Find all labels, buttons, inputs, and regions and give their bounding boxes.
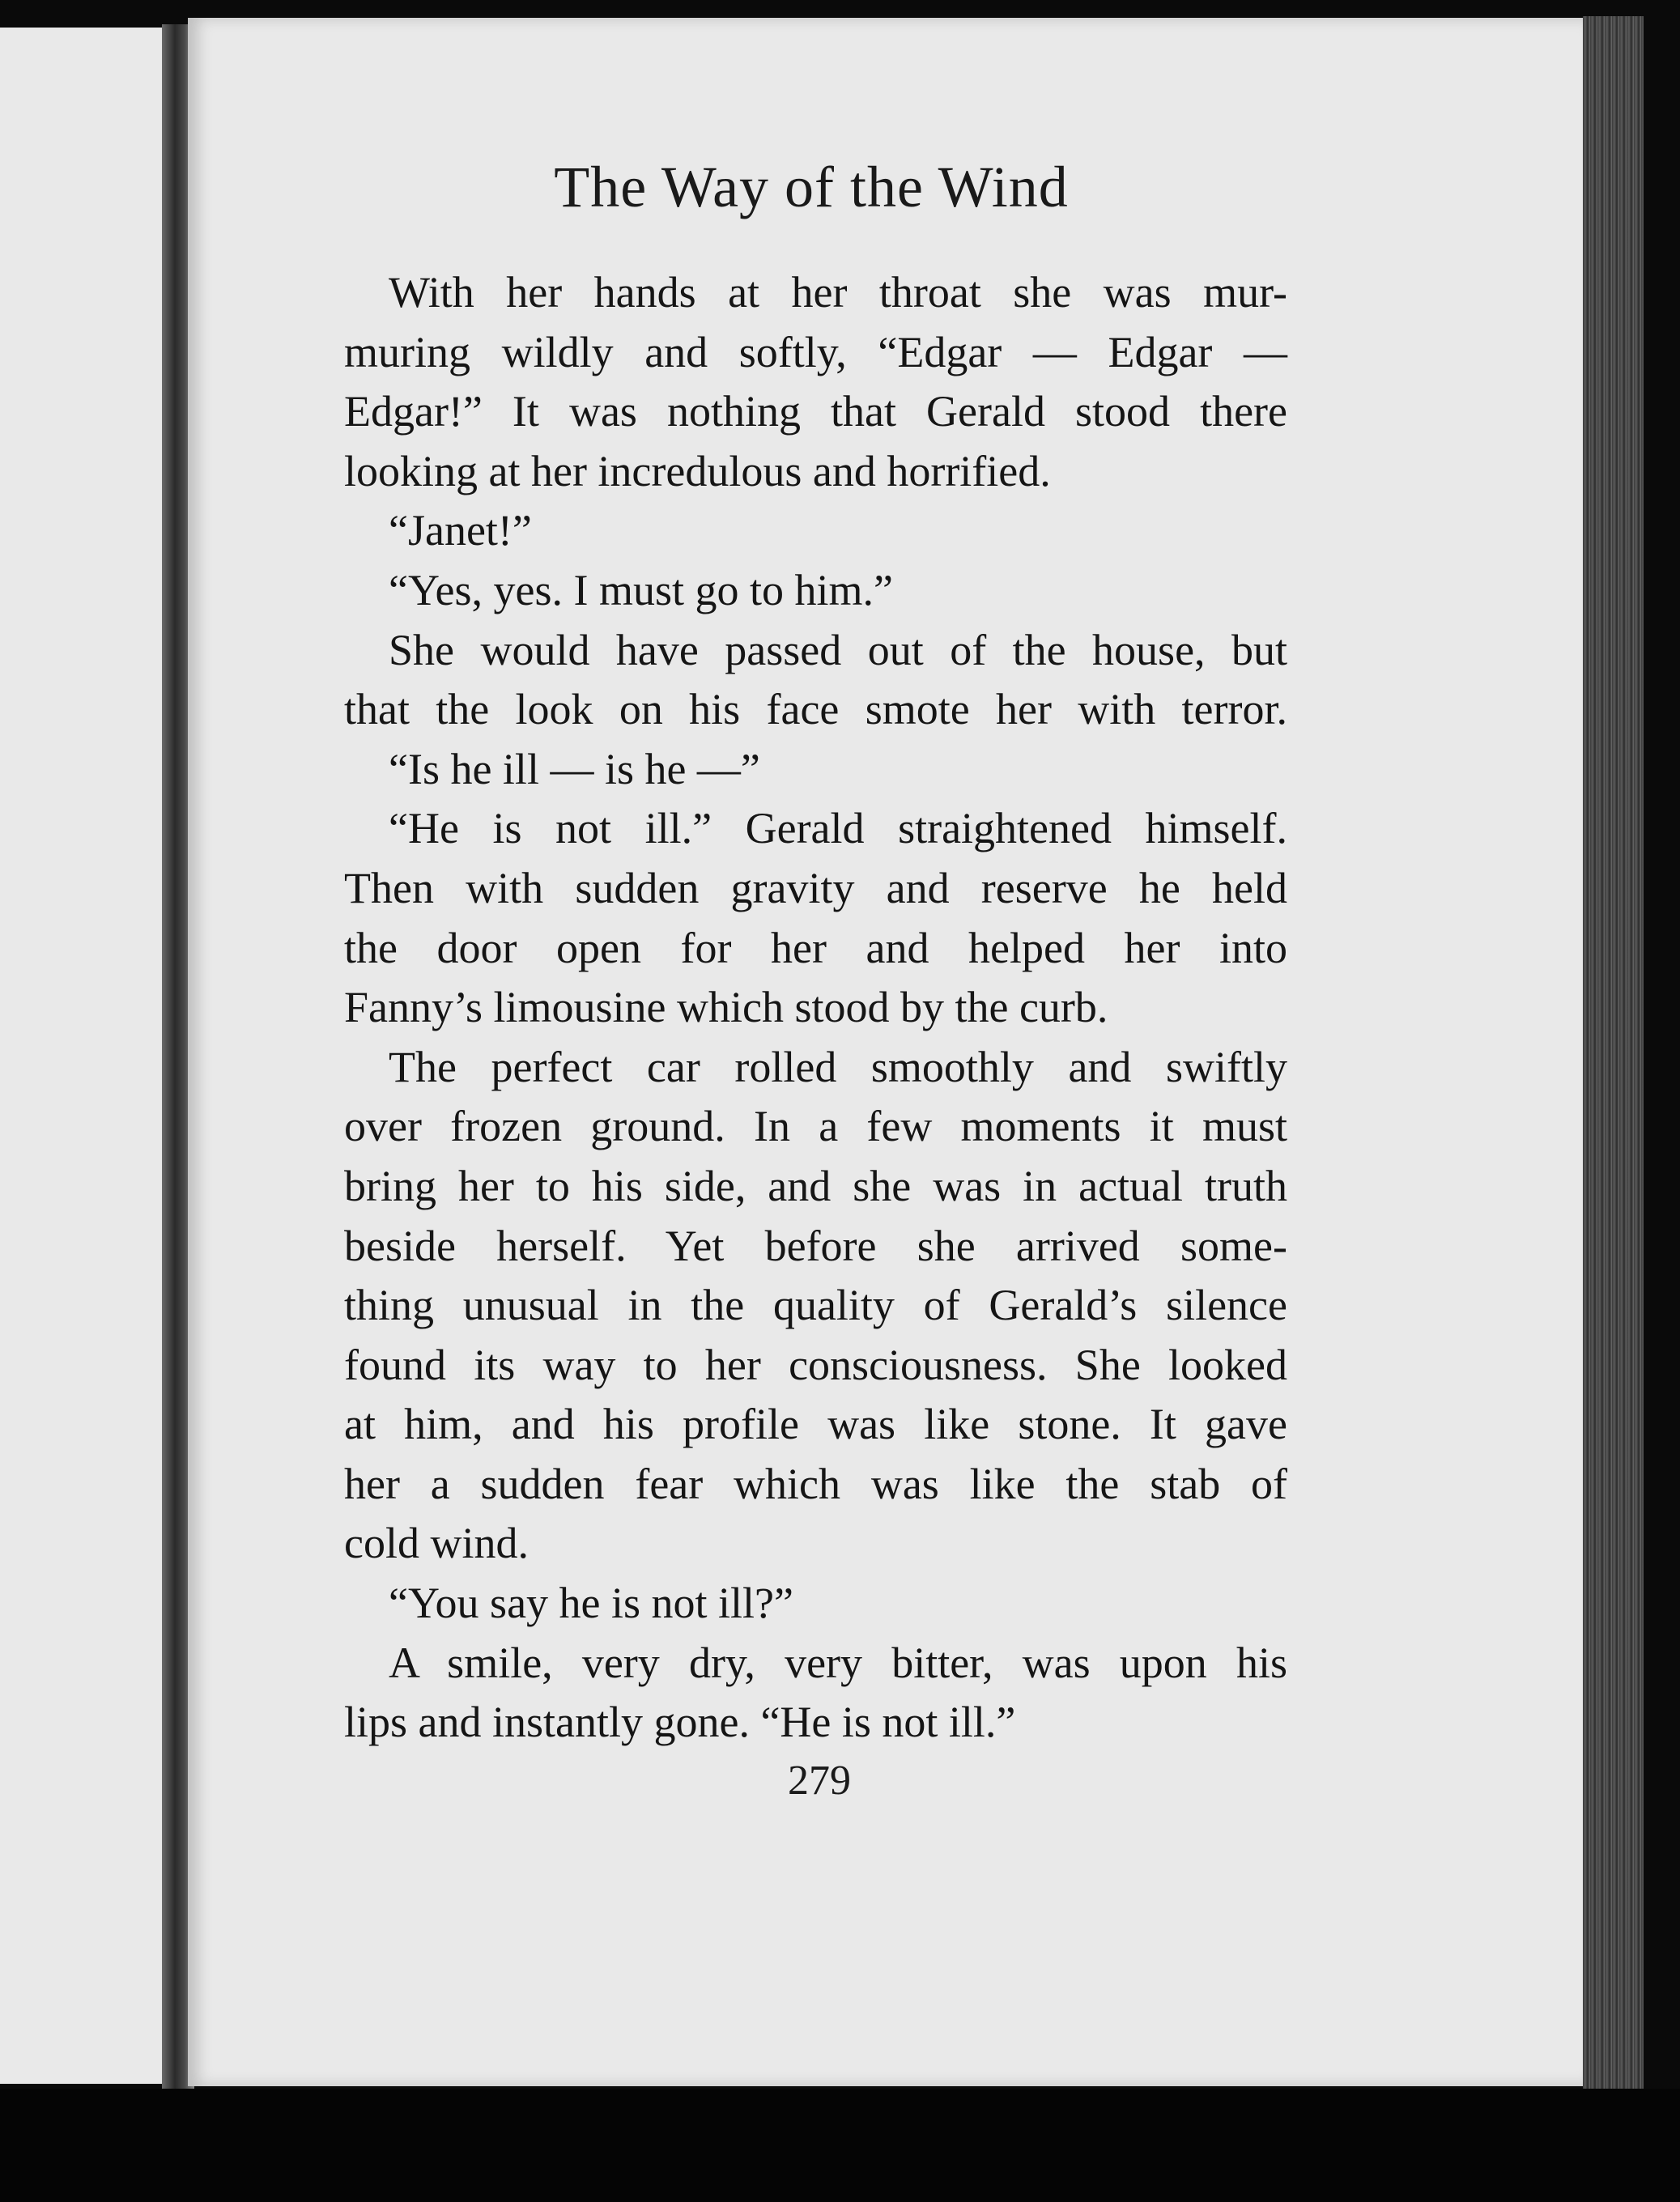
text-line: “Is he ill — is he —” [389,744,760,793]
page-number: 279 [788,1758,851,1804]
text-line: at him, and his profile was like stone. It gave [344,1400,1287,1449]
text-line: “Yes, yes. I must go to him.” [389,565,894,614]
previous-page-edge [0,28,166,2084]
text-line: lips and instantly gone. “He is not ill.” [344,1698,1016,1747]
text-line: over frozen ground. In a few moments it must [344,1102,1287,1151]
text-line: beside herself. Yet before she arrived some- [344,1221,1287,1270]
scan-background [0,2089,1680,2202]
text-line: “Janet!” [389,506,532,555]
text-line: Edgar!” It was nothing that Gerald stood there [344,387,1287,436]
text-line: Fanny’s limousine which stood by the curb. [344,983,1108,1032]
running-head: The Way of the Wind [554,155,1069,219]
text-line: her a sudden fear which was like the stab of [344,1459,1287,1508]
text-line: muring wildly and softly, “Edgar — Edgar — [344,327,1287,376]
text-line: that the look on his face smote her with terror. [344,685,1287,734]
text-line: A smile, very dry, very bitter, was upon his [389,1638,1287,1687]
text-line: With her hands at her throat she was mur- [389,268,1287,317]
text-line: “You say he is not ill?” [389,1579,793,1628]
text-line: She would have passed out of the house, but [389,625,1287,674]
body-text [344,263,1287,1753]
text-line: looking at her incredulous and horrified. [344,446,1051,495]
text-line: cold wind. [344,1519,529,1568]
page-stack-edge [1583,16,1644,2097]
text-line: thing unusual in the quality of Gerald’s silence [344,1281,1287,1330]
text-line: found its way to her consciousness. She looked [344,1340,1287,1389]
text-line: The perfect car rolled smoothly and swiftly [389,1042,1287,1091]
text-line: Then with sudden gravity and reserve he held [344,863,1287,912]
text-line: bring her to his side, and she was in actual truth [344,1161,1287,1210]
text-line: the door open for her and helped her into [344,923,1287,972]
text-line: “He is not ill.” Gerald straightened himself. [389,804,1287,853]
